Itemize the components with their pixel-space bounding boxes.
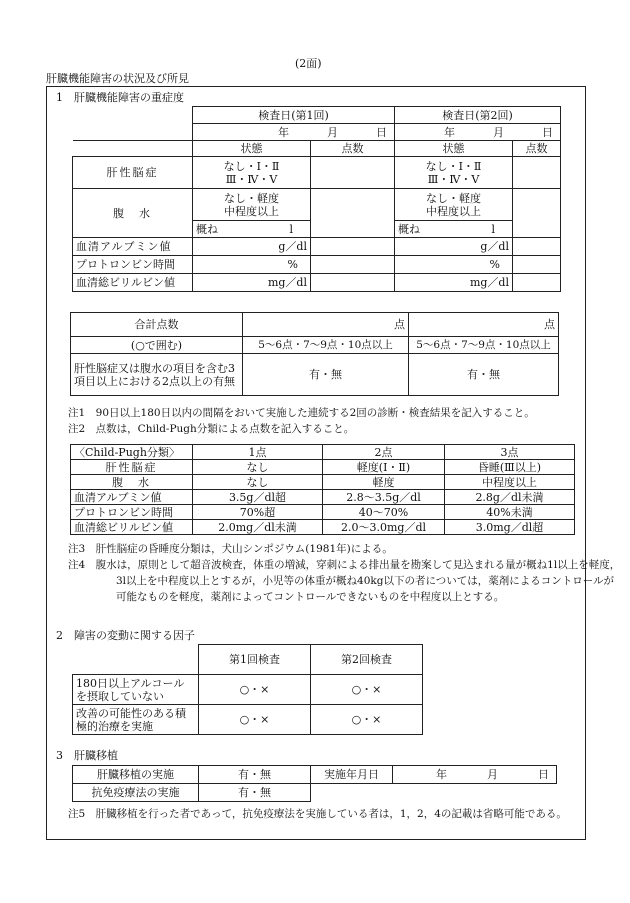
state-header-1: 状態 — [193, 141, 311, 157]
cp-cell: 軽度 — [323, 475, 445, 490]
page-label: (2面) — [295, 57, 322, 70]
cp-cell: 中程度以上 — [445, 475, 575, 490]
cp-cell: 2.0mg／dl未満 — [193, 520, 323, 535]
encephalopathy-score-1[interactable] — [311, 157, 395, 189]
transplant-yes-no[interactable]: 有・無 — [199, 766, 311, 784]
prothrombin-value-1[interactable]: % — [193, 256, 311, 274]
total-score-table — [70, 312, 559, 396]
treatment-mark-2[interactable]: ○・× — [311, 705, 423, 735]
bilirubin-score-1[interactable] — [311, 274, 395, 292]
state-header-2: 状態 — [395, 141, 513, 157]
cp-row-label: 血清アルブミン値 — [71, 490, 193, 505]
note-2: 注2 点数は，Child-Pugh分類による点数を記入すること。 — [68, 423, 355, 435]
cp-row-label: プロトロンビン時間 — [71, 505, 193, 520]
note-5: 注5 肝臓移植を行った者であって，抗免疫療法を実施している者は，1，2，4の記載は省略可能である。 — [68, 808, 567, 820]
bilirubin-score-2[interactable] — [513, 274, 561, 292]
factors-col-exam2: 第2回検査 — [311, 645, 423, 675]
albumin-label: 血清アルブミン値 — [73, 238, 193, 256]
bilirubin-value-1[interactable]: mg／dl — [193, 274, 311, 292]
note-3: 注3 肝性脳症の昏睡度分類は，犬山シンポジウム(1981年)による。 — [68, 543, 393, 555]
cp-row-label: 肝性脳症 — [71, 460, 193, 475]
cp-cell: 2.8g／dl未満 — [445, 490, 575, 505]
encephalopathy-label: 肝性脳症 — [73, 157, 193, 189]
encephalopathy-state-2[interactable]: なし・Ⅰ・Ⅱ Ⅲ・Ⅳ・Ⅴ — [395, 157, 513, 189]
transplant-date-field[interactable]: 年 月 日 — [393, 766, 557, 784]
score-header-1: 点数 — [311, 141, 395, 157]
total-options-2[interactable]: 5～6点・7～9点・10点以上 — [409, 337, 559, 354]
cp-cell: 40～70% — [323, 505, 445, 520]
treatment-mark-1[interactable]: ○・× — [199, 705, 311, 735]
bilirubin-label: 血清総ビリルビン値 — [73, 274, 193, 292]
exam1-header: 検査日(第1回) — [193, 107, 395, 124]
note-4: 注4 腹水は，原則として超音波検査，体重の増減，穿刺による排出量を勘案して見込まれる量が概ね1l以上を軽度，3l以上を中程度以上とするが，小児等の体重が概ね40kg以下の者については，薬剤によるコントロールが可能なものを軽度，薬剤によってコントロールできないものを中程度以上とする。 — [68, 559, 621, 603]
exam1-date-field[interactable]: 年 月 日 — [193, 124, 395, 141]
albumin-value-1[interactable]: g／dl — [193, 238, 311, 256]
score-header-2: 点数 — [513, 141, 561, 157]
cp-cell: 軽度(Ⅰ・Ⅱ) — [323, 460, 445, 475]
condition-label: 肝性脳症又は腹水の項目を含む3項目以上における2点以上の有無 — [71, 354, 243, 396]
cp-row-label: 腹 水 — [71, 475, 193, 490]
cp-header-1: 1点 — [193, 445, 323, 460]
transplant-table — [72, 765, 557, 802]
child-pugh-table — [70, 444, 575, 535]
cp-cell: 40%未満 — [445, 505, 575, 520]
albumin-score-2[interactable] — [513, 238, 561, 256]
ascites-score-2[interactable] — [513, 189, 561, 238]
alcohol-abstinence-label: 180日以上アルコールを摂取していない — [73, 675, 199, 705]
ascites-volume-2[interactable]: 概ね l — [395, 221, 513, 238]
transplant-date-label: 実施年月日 — [311, 766, 393, 784]
note-1: 注1 90日以上180日以内の間隔をおいて実施した連続する2回の診断・検査結果を記入すること。 — [68, 407, 535, 419]
factors-col-exam1: 第1回検査 — [199, 645, 311, 675]
condition-yes-no-2[interactable]: 有・無 — [409, 354, 559, 396]
active-treatment-label: 改善の可能性のある積極的治療を実施 — [73, 705, 199, 735]
exam2-header: 検査日(第2回) — [395, 107, 561, 124]
form-header-title: 肝臓機能障害の状況及び所見 — [46, 72, 189, 85]
factors-table — [72, 644, 423, 735]
ascites-state-2[interactable]: なし・軽度 中程度以上 — [395, 189, 513, 221]
total-score-2[interactable]: 点 — [409, 313, 559, 337]
cp-cell: なし — [193, 475, 323, 490]
ascites-volume-1[interactable]: 概ね l — [193, 221, 311, 238]
cp-cell: 70%超 — [193, 505, 323, 520]
ascites-label: 腹 水 — [73, 189, 193, 238]
prothrombin-value-2[interactable]: % — [395, 256, 513, 274]
cp-header-0: 〈Child-Pugh分類〉 — [71, 445, 193, 460]
ascites-score-1[interactable] — [311, 189, 395, 238]
prothrombin-label: プロトロンビン時間 — [73, 256, 193, 274]
cp-header-2: 2点 — [323, 445, 445, 460]
cp-cell: なし — [193, 460, 323, 475]
exam2-date-field[interactable]: 年 月 日 — [395, 124, 561, 141]
cp-cell: 2.0～3.0mg／dl — [323, 520, 445, 535]
immunotherapy-label: 抗免疫療法の実施 — [73, 784, 199, 802]
cp-cell: 3.5g／dl超 — [193, 490, 323, 505]
total-score-1[interactable]: 点 — [243, 313, 409, 337]
cp-cell: 昏睡(Ⅲ以上) — [445, 460, 575, 475]
prothrombin-score-1[interactable] — [311, 256, 395, 274]
total-options-1[interactable]: 5～6点・7～9点・10点以上 — [243, 337, 409, 354]
encephalopathy-score-2[interactable] — [513, 157, 561, 189]
total-score-label: 合計点数 — [71, 313, 243, 337]
severity-table — [72, 106, 561, 292]
bilirubin-value-2[interactable]: mg／dl — [395, 274, 513, 292]
immunotherapy-yes-no[interactable]: 有・無 — [199, 784, 311, 802]
prothrombin-score-2[interactable] — [513, 256, 561, 274]
section2-heading: 2 障害の変動に関する因子 — [56, 629, 195, 642]
alcohol-mark-2[interactable]: ○・× — [311, 675, 423, 705]
condition-yes-no-1[interactable]: 有・無 — [243, 354, 409, 396]
cp-header-3: 3点 — [445, 445, 575, 460]
cp-cell: 3.0mg／dl超 — [445, 520, 575, 535]
cp-row-label: 血清総ビリルビン値 — [71, 520, 193, 535]
albumin-value-2[interactable]: g／dl — [395, 238, 513, 256]
encephalopathy-state-1[interactable]: なし・Ⅰ・Ⅱ Ⅲ・Ⅳ・Ⅴ — [193, 157, 311, 189]
section1-heading: 1 肝臓機能障害の重症度 — [56, 91, 184, 104]
albumin-score-1[interactable] — [311, 238, 395, 256]
alcohol-mark-1[interactable]: ○・× — [199, 675, 311, 705]
section3-heading: 3 肝臓移植 — [56, 749, 118, 762]
transplant-label: 肝臓移植の実施 — [73, 766, 199, 784]
cp-cell: 2.8～3.5g／dl — [323, 490, 445, 505]
circle-instruction: (○で囲む) — [71, 337, 243, 354]
ascites-state-1[interactable]: なし・軽度 中程度以上 — [193, 189, 311, 221]
